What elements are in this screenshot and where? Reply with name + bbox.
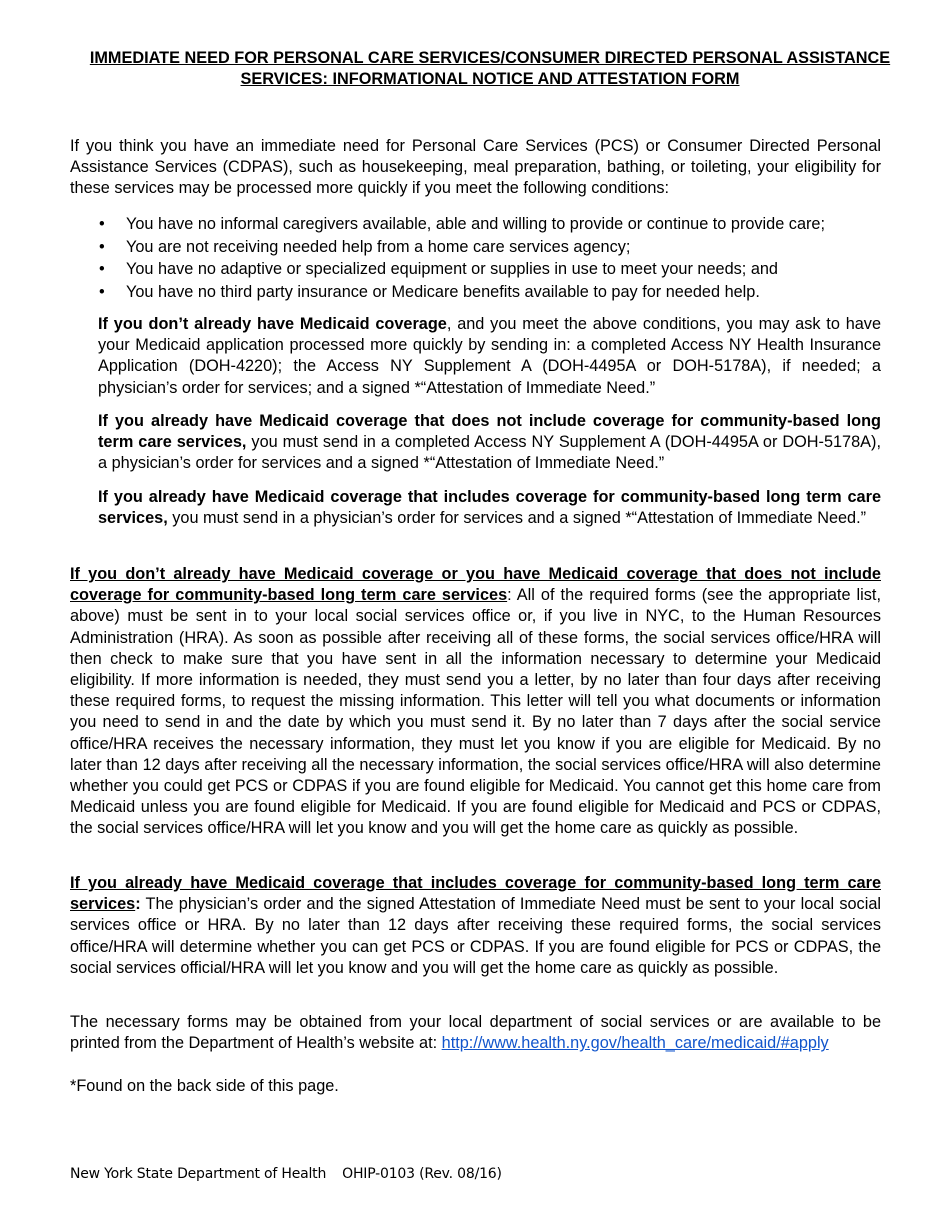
list-item: • You have no adaptive or specialized equipment or supplies in use to meet your needs; and xyxy=(70,258,881,281)
no-medicaid-heading: If you don’t already have Medicaid coverage xyxy=(98,315,447,333)
footer-organization: New York State Department of Health xyxy=(70,1166,327,1182)
bullet-icon: • xyxy=(99,282,105,301)
medicaid-with-ltc-heading: If you already have Medicaid coverage that includes coverage for community-based long term care services, xyxy=(98,488,881,528)
forms-paragraph: The necessary forms may be obtained from your local department of social services or are available to be printed from the Department of Health’s website at: http://www.health.ny.gov/health_care/medicaid/#apply xyxy=(70,1013,881,1053)
footer-form-id: OHIP-0103 (Rev. 08/16) xyxy=(342,1166,502,1182)
no-medicaid-paragraph: If you don’t already have Medicaid coverage, and you meet the above conditions, you may ask to have your Medicaid application processed more quickly by sending in: a completed Access NY Health Insurance Application (DOH-4220); the Access NY Supplement A (DOH-4495A or DOH-5178A), if needed; a physician’s order for services; and a signed *“Attestation of Immediate Need.” xyxy=(98,315,881,397)
document-title: IMMEDIATE NEED FOR PERSONAL CARE SERVICES/CONSUMER DIRECTED PERSONAL ASSISTANCE SERVICES: INFORMATIONAL NOTICE AND ATTESTATION FORM xyxy=(89,49,891,88)
page-footer xyxy=(70,1166,502,1182)
list-item: • You are not receiving needed help from a home care services agency; xyxy=(70,236,881,259)
conditions-list xyxy=(70,213,881,303)
section-heading: If you don’t already have Medicaid coverage or you have Medicaid coverage that does not include coverage for community-based long term care services xyxy=(70,565,881,605)
apply-link[interactable]: http://www.health.ny.gov/health_care/medicaid/#apply xyxy=(441,1034,829,1053)
back-side-note: *Found on the back side of this page. xyxy=(70,1077,339,1095)
intro-paragraph: If you think you have an immediate need for Personal Care Services (PCS) or Consumer Directed Personal Assistance Services (CDPAS), such as housekeeping, meal preparation, bathing, or toileting, your eligibility for these services may be processed more quickly if you meet the following conditions: xyxy=(70,137,881,198)
process-with-ltc-section: If you already have Medicaid coverage that includes coverage for community-based long term care services: The physician’s order and the signed Attestation of Immediate Need must be sent to your local social services office or HRA. By no later than 12 days after receiving these required forms, the social services office/HRA will determine whether you can get PCS or CDPAS. If you are found eligible for PCS or CDPAS, the social services official/HRA will let you know and you will get the home care as quickly as possible. xyxy=(70,874,881,977)
bullet-icon: • xyxy=(99,215,105,233)
bullet-icon: • xyxy=(99,237,105,256)
medicaid-without-ltc-heading: If you already have Medicaid coverage that does not include coverage for community-based long term care services, xyxy=(98,412,881,452)
bullet-icon: • xyxy=(99,260,105,278)
medicaid-without-ltc-paragraph: If you already have Medicaid coverage that does not include coverage for community-based long term care services, you must send in a completed Access NY Supplement A (DOH-4495A or DOH-5178A), a physician’s order for services and a signed *“Attestation of Immediate Need.” xyxy=(98,412,881,473)
medicaid-with-ltc-paragraph: If you already have Medicaid coverage that includes coverage for community-based long term care services, you must send in a physician’s order for services and a signed *“Attestation of Immediate Need.” xyxy=(98,488,881,528)
process-without-ltc-section: If you don’t already have Medicaid coverage or you have Medicaid coverage that does not include coverage for community-based long term care services: All of the required forms (see the appropriate list, above) must be sent in to your local social services office or, if you live in NYC, to the Human Resources Administration (HRA). As soon as possible after receiving all of these forms, the social services office/HRA will then check to make sure that you have sent in all the information necessary to determine your Medicaid eligibility. If more information is needed, they must send you a letter, by no later than four days after receiving these required forms, to request the missing information. This letter will tell you what documents or information you need to send in and the date by which you must send it. By no later than 7 days after the social service office/HRA receives the necessary information, they must let you know if you are eligible for Medicaid. By no later than 12 days after receiving all the necessary information, the social services office/HRA will also determine whether you could get PCS or CDPAS if you are found eligible for Medicaid. You cannot get this home care from Medicaid unless you are found eligible for Medicaid. If you are found eligible for Medicaid and PCS or CDPAS, the social services office/HRA will let you know and you will get the home care as quickly as possible. xyxy=(70,565,881,838)
list-item: • You have no third party insurance or Medicare benefits available to pay for needed help. xyxy=(70,281,881,304)
list-item: • You have no informal caregivers available, able and willing to provide or continue to provide care; xyxy=(70,213,881,236)
section-heading: If you already have Medicaid coverage that includes coverage for community-based long term care services xyxy=(70,874,881,914)
